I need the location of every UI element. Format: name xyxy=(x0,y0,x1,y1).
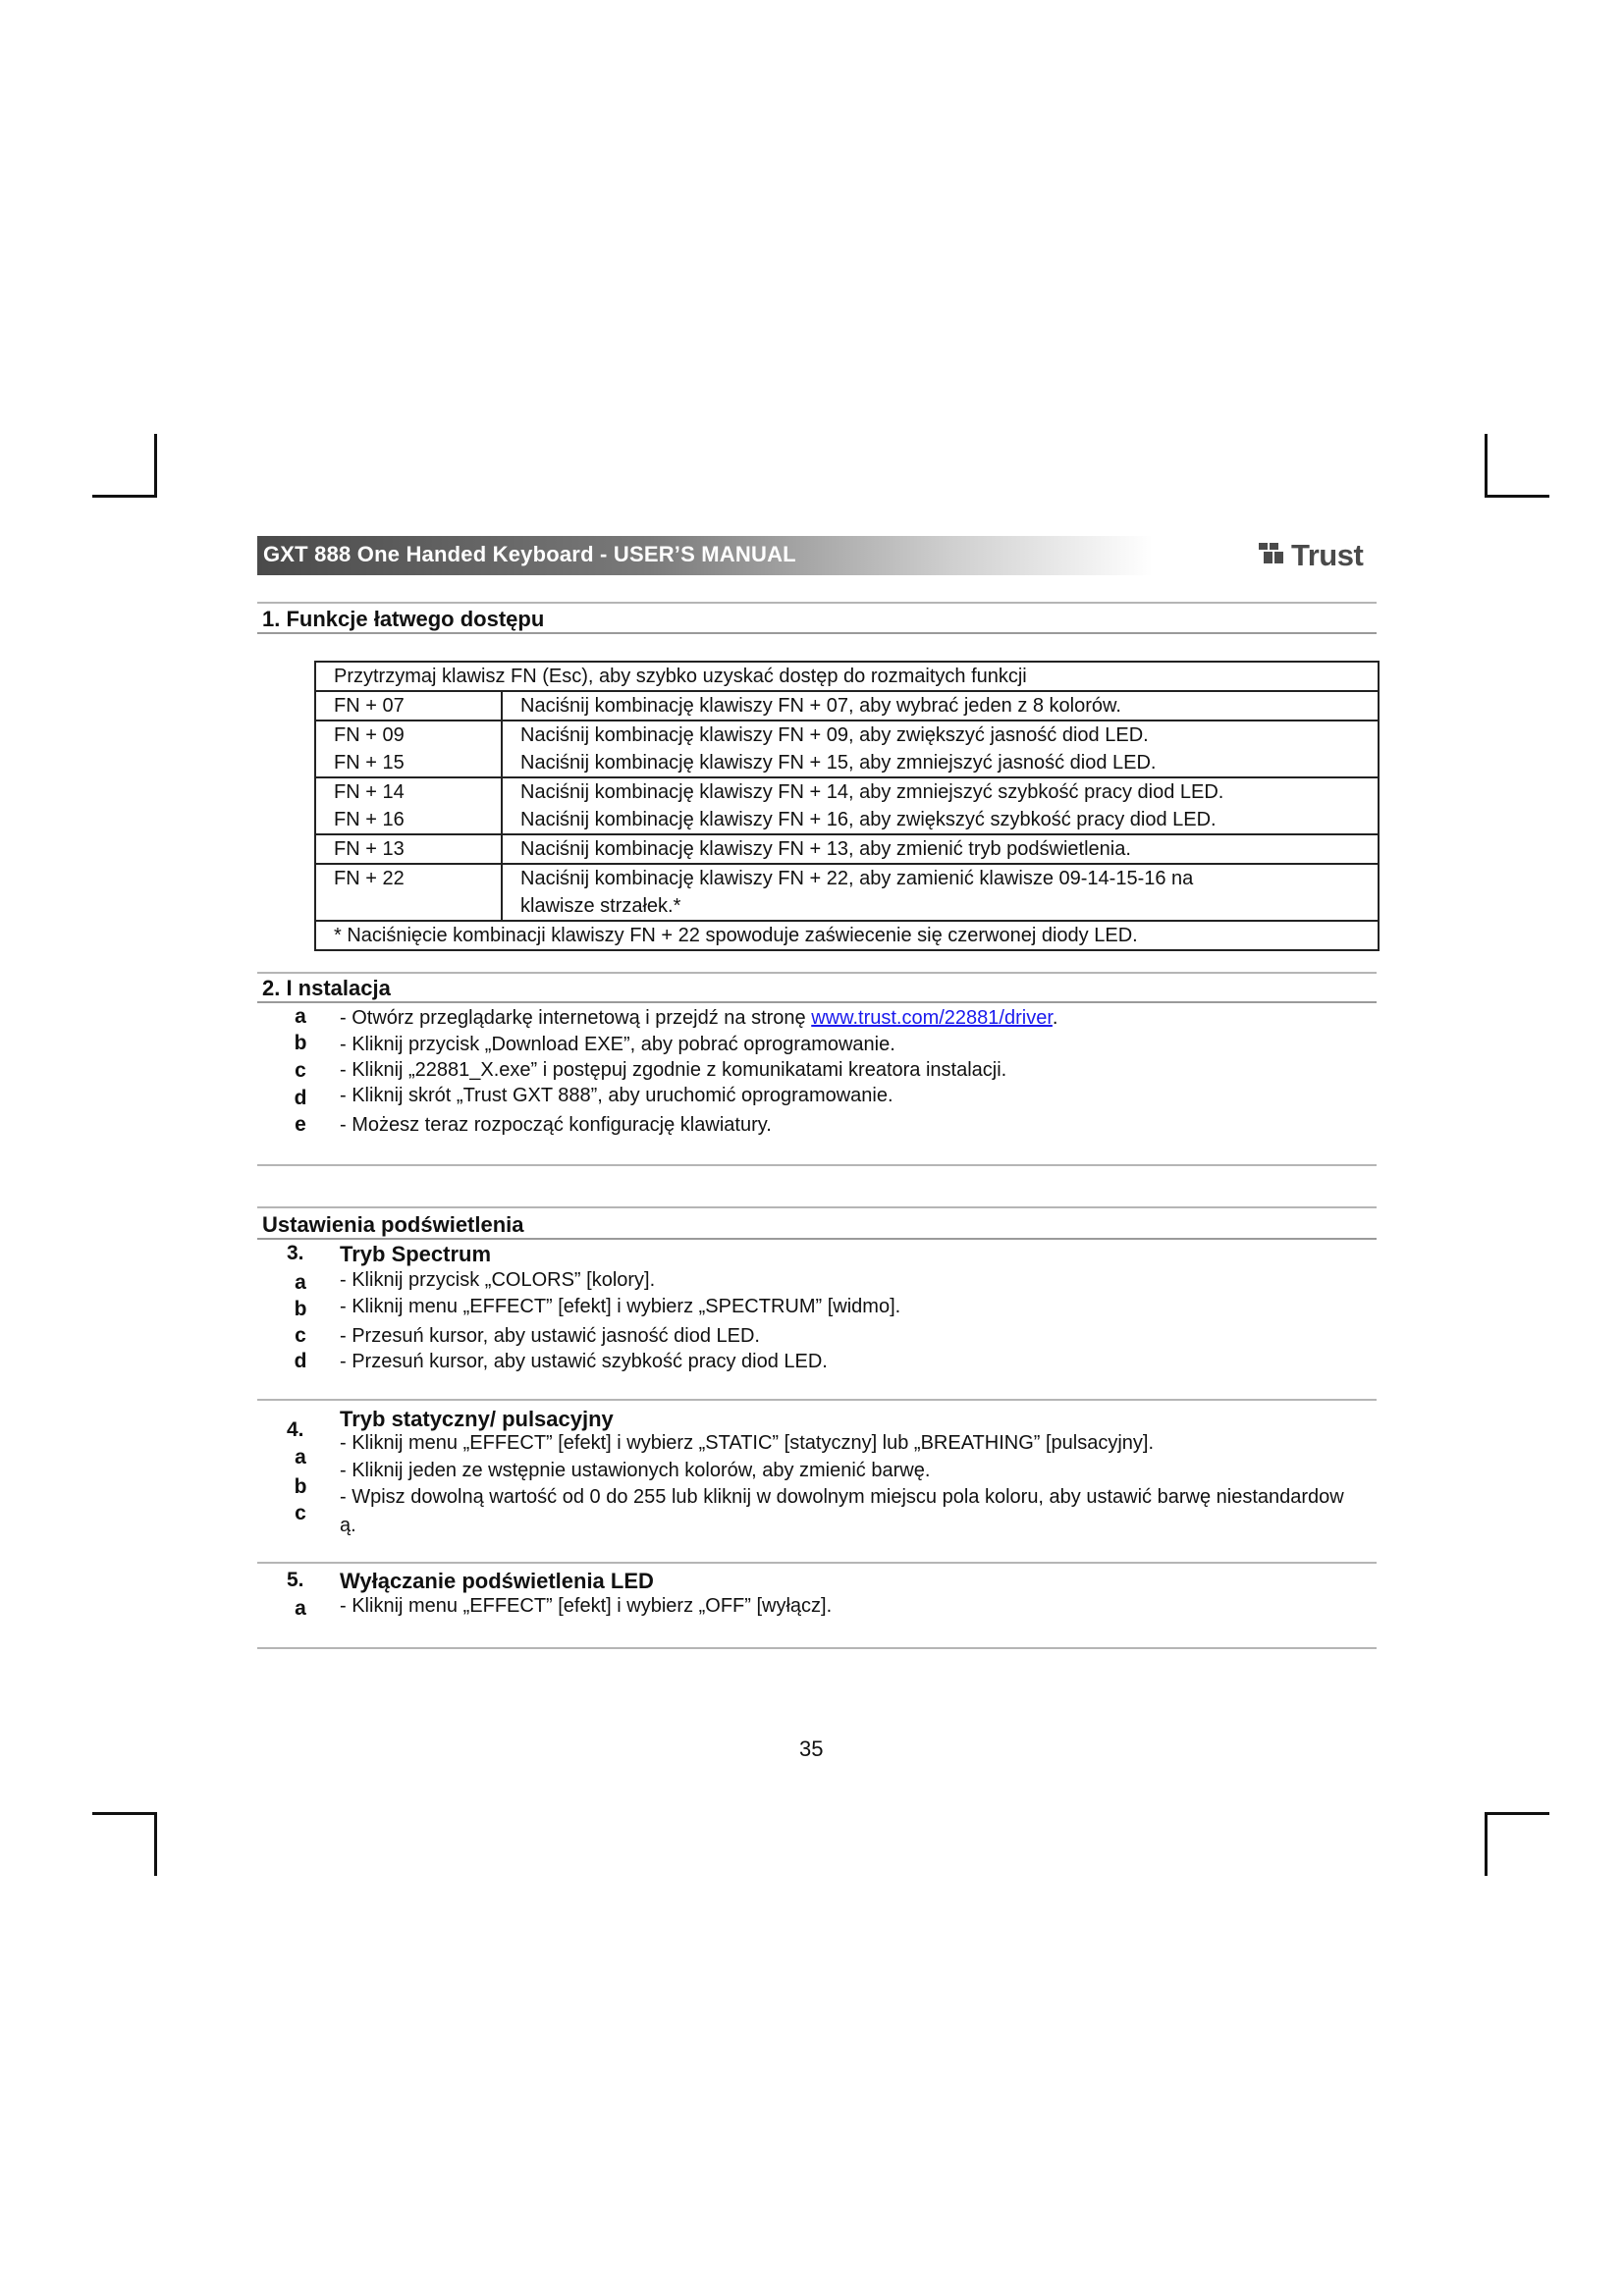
crop-mark-bottom-right-h xyxy=(1485,1812,1549,1815)
table-footnote-row xyxy=(315,921,1379,950)
step-number: 5. xyxy=(287,1569,304,1591)
crop-mark-bottom-left-v xyxy=(154,1812,157,1876)
fn-desc: Naciśnij kombinację klawiszy FN + 15, aby zmniejszyć jasność diod LED. xyxy=(520,752,1157,774)
list-item: - Przesuń kursor, aby ustawić jasność diod LED. xyxy=(340,1325,760,1347)
crop-mark-bottom-left-h xyxy=(92,1812,157,1815)
list-item: - Wpisz dowolną wartość od 0 do 255 lub kliknij w dowolnym miejscu pola koloru, aby ustawić barwę niestandardow ą. xyxy=(340,1486,1344,1536)
table-row xyxy=(315,864,1379,921)
fn-key: FN + 16 xyxy=(334,809,405,830)
trust-logo xyxy=(1259,540,1363,571)
list-item: - Kliknij przycisk „COLORS” [kolory]. xyxy=(340,1269,656,1291)
crop-mark-top-left-v xyxy=(154,434,157,498)
list-item: - Kliknij menu „EFFECT” [efekt] i wybierz „OFF” [wyłącz]. xyxy=(340,1595,833,1617)
fn-desc: Naciśnij kombinację klawiszy FN + 07, aby wybrać jeden z 8 kolorów. xyxy=(502,691,1379,721)
list-item: - Możesz teraz rozpocząć konfigurację klawiatury. xyxy=(340,1114,772,1136)
fn-key: FN + 14 xyxy=(334,781,405,803)
list-item: - Kliknij „22881_X.exe” i postępuj zgodnie z komunikatami kreatora instalacji. xyxy=(340,1059,1007,1081)
table-footnote: * Naciśnięcie kombinacji klawiszy FN + 22 spowoduje zaświecenie się czerwonej diody LED. xyxy=(315,921,1379,950)
crop-mark-top-left-h xyxy=(92,495,157,498)
list-item: - Otwórz przeglądarkę internetową i przejdź na stronę www.trust.com/22881/driver. xyxy=(340,1007,1058,1029)
fn-key: FN + 22 xyxy=(315,864,502,921)
section2-top-rule xyxy=(257,972,1377,974)
fn-desc: Naciśnij kombinację klawiszy FN + 13, aby zmienić tryb podświetlenia. xyxy=(502,834,1379,864)
section2-title-rule xyxy=(257,1001,1377,1003)
list-letter: b xyxy=(294,1298,307,1320)
fn-desc: klawisze strzałek.* xyxy=(520,895,681,917)
table-row xyxy=(315,834,1379,864)
crop-mark-top-right-v xyxy=(1485,434,1488,498)
section1-top-rule xyxy=(257,602,1377,604)
table-row xyxy=(315,721,1379,777)
list-item: - Kliknij menu „EFFECT” [efekt] i wybierz „SPECTRUM” [widmo]. xyxy=(340,1296,901,1317)
fn-desc: Naciśnij kombinację klawiszy FN + 09, aby zwiększyć jasność diod LED. xyxy=(520,724,1149,746)
section1-title-rule xyxy=(257,632,1377,634)
fn-key: FN + 09 xyxy=(334,724,405,746)
list-letter: c xyxy=(295,1502,306,1524)
fn-desc: Naciśnij kombinację klawiszy FN + 14, aby zmniejszyć szybkość pracy diod LED. xyxy=(520,781,1224,803)
spectrum-title: Tryb Spectrum xyxy=(340,1242,492,1266)
page-number: 35 xyxy=(799,1736,824,1761)
list-item: - Kliknij skrót „Trust GXT 888”, aby uruchomić oprogramowanie. xyxy=(340,1085,893,1106)
list-letter: c xyxy=(295,1059,306,1082)
list-letter: a xyxy=(295,1446,306,1468)
trust-logo-text: Trust xyxy=(1291,538,1364,572)
subsection-rule xyxy=(257,1562,1377,1564)
off-title: Wyłączanie podświetlenia LED xyxy=(340,1569,654,1593)
list-letter: a xyxy=(295,1597,306,1620)
static-title: Tryb statyczny/ pulsacyjny xyxy=(340,1407,614,1431)
list-letter: b xyxy=(294,1032,307,1054)
list-item: - Przesuń kursor, aby ustawić szybkość pracy diod LED. xyxy=(340,1351,828,1372)
section3-top-rule xyxy=(257,1206,1377,1208)
fn-key: FN + 15 xyxy=(334,752,405,774)
subsection-rule xyxy=(257,1399,1377,1401)
section2-bottom-rule xyxy=(257,1164,1377,1166)
list-item: - Kliknij jeden ze wstępnie ustawionych kolorów, aby zmienić barwę. xyxy=(340,1460,931,1481)
list-letter: a xyxy=(295,1271,306,1294)
list-item: - Kliknij menu „EFFECT” [efekt] i wybierz „STATIC” [statyczny] lub „BREATHING” [pulsacyjny]. xyxy=(340,1432,1155,1454)
section3-title: Ustawienia podświetlenia xyxy=(262,1212,524,1237)
step-number: 4. xyxy=(287,1418,304,1441)
table-header-row xyxy=(315,662,1379,691)
fn-key: FN + 07 xyxy=(315,691,502,721)
list-letter: a xyxy=(295,1005,306,1028)
list-letter: d xyxy=(294,1087,307,1109)
fn-shortcut-table xyxy=(314,661,1380,951)
section3-bottom-rule xyxy=(257,1647,1377,1649)
list-letter: e xyxy=(295,1113,306,1136)
trust-logo-icon xyxy=(1259,538,1288,573)
list-item: - Kliknij przycisk „Download EXE”, aby pobrać oprogramowanie. xyxy=(340,1034,895,1055)
list-letter: b xyxy=(294,1475,307,1498)
table-row xyxy=(315,777,1379,834)
fn-desc: Naciśnij kombinację klawiszy FN + 22, aby zamienić klawisze 09-14-15-16 na xyxy=(520,868,1194,889)
section1-title: 1. Funkcje łatwego dostępu xyxy=(262,607,545,631)
section3-title-rule xyxy=(257,1238,1377,1240)
fn-desc: Naciśnij kombinację klawiszy FN + 16, aby zwiększyć szybkość pracy diod LED. xyxy=(520,809,1217,830)
step-number: 3. xyxy=(287,1242,304,1264)
list-letter: c xyxy=(295,1324,306,1347)
section2-title: 2. I nstalacja xyxy=(262,976,391,1000)
table-row xyxy=(315,691,1379,721)
manual-title: GXT 888 One Handed Keyboard - USER’S MANUAL xyxy=(263,542,796,566)
list-letter: d xyxy=(294,1350,307,1372)
fn-key: FN + 13 xyxy=(315,834,502,864)
driver-link[interactable]: www.trust.com/22881/driver xyxy=(811,1007,1053,1029)
table-header-cell: Przytrzymaj klawisz FN (Esc), aby szybko uzyskać dostęp do rozmaitych funkcji xyxy=(315,662,1379,691)
crop-mark-top-right-h xyxy=(1485,495,1549,498)
crop-mark-bottom-right-v xyxy=(1485,1812,1488,1876)
